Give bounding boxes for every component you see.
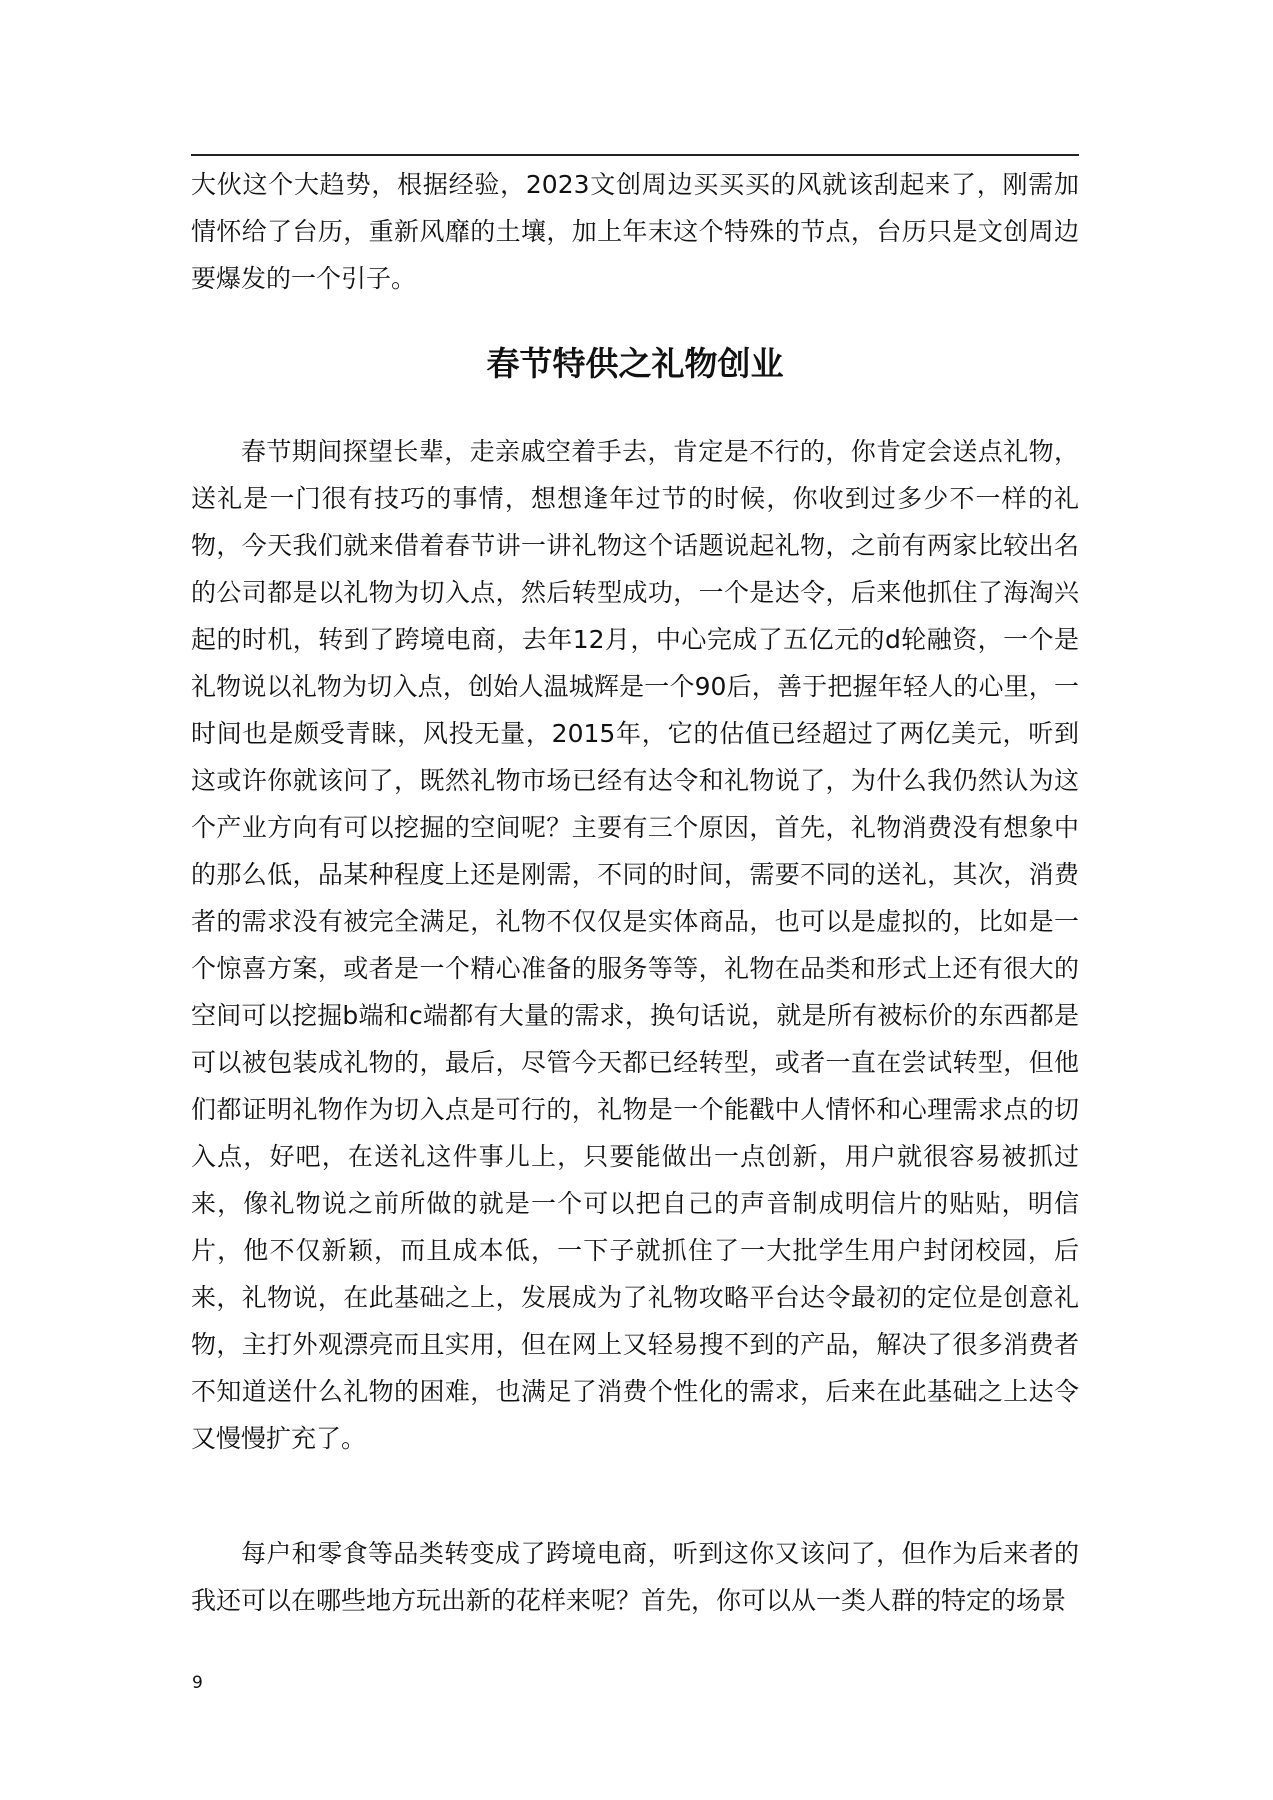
header-rule — [191, 154, 1079, 156]
body-paragraph-2: 每户和零食等品类转变成了跨境电商，听到这你又该问了，但作为后来者的我还可以在哪些地方玩出新的花样来呢？首先，你可以从一类人群的特定的场景 — [191, 1539, 1079, 1615]
page-number: 9 — [192, 1673, 203, 1693]
body-paragraph-1: 春节期间探望长辈，走亲戚空着手去，肯定是不行的，你肯定会送点礼物，送礼是一门很有技巧的事情，想想逢年过节的时候，你收到过多少不一样的礼物，今天我们就来借着春节讲一讲礼物这个话题说起礼物，之前有两家比较出名的公司都是以礼物为切入点，然后转型成功，一个是达令，后来他抓住了海淘兴起的时机，转到了跨境电商，去年12月，中心完成了五亿元的d轮融资，一个是礼物说以礼物为切入点，创始人温城辉是一个90后，善于把握年轻人的心里，一时间也是颇受青睐，风投无量，2015年，它的估值已经超过了两亿美元，听到这或许你就该问了，既然礼物市场已经有达令和礼物说了，为什么我仍然认为这个产业方向有可以挖掘的空间呢？主要有三个原因，首先，礼物消费没有想象中的那么低，品某种程度上还是刚需，不同的时间，需要不同的送礼，其次，消费者的需求没有被完全满足，礼物不仅仅是实体商品，也可以是虚拟的，比如是一个惊喜方案，或者是一个精心准备的服务等等，礼物在品类和形式上还有很大的空间可以挖掘b端和c端都有大量的需求，换句话说，就是所有被标价的东西都是可以被包装成礼物的，最后，尽管今天都已经转型，或者一直在尝试转型，但他们都证明礼物作为切入点是可行的，礼物是一个能戳中人情怀和心理需求点的切入点，好吧，在送礼这件事儿上，只要能做出一点创新，用户就很容易被抓过来，像礼物说之前所做的就是一个可以把自己的声音制成明信片的贴贴，明信片，他不仅新颖，而且成本低，一下子就抓住了一大批学生用户封闭校园，后来，礼物说，在此基础之上，发展成为了礼物攻略平台达令最初的定位是创意礼物，主打外观漂亮而且实用，但在网上又轻易搜不到的产品，解决了很多消费者不知道送什么礼物的困难，也满足了消费个性化的需求，后来在此基础之上达令又慢慢扩充了。 — [191, 437, 1079, 1453]
continuation-paragraph: 大伙这个大趋势，根据经验，2023文创周边买买买的风就该刮起来了，刚需加情怀给了台历，重新风靡的土壤，加上年末这个特殊的节点，台历只是文创周边要爆发的一个引子。 — [191, 170, 1079, 293]
section-heading: 春节特供之礼物创业 — [486, 344, 784, 383]
